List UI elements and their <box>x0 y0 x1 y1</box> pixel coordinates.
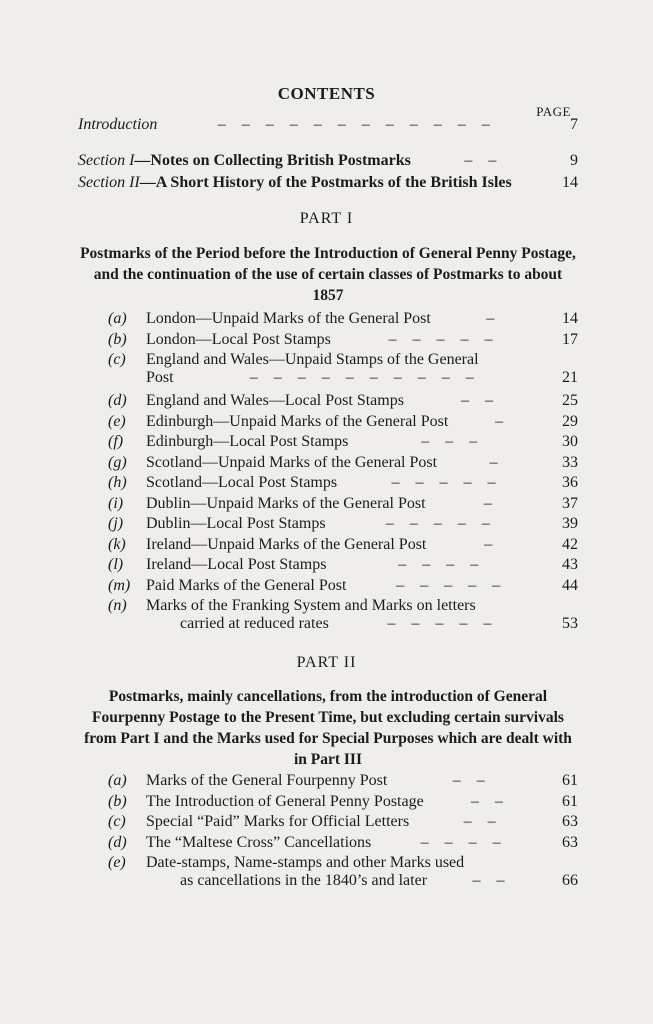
section-title: Notes on Collecting British Postmarks <box>150 152 411 169</box>
part-1-description: Postmarks of the Period before the Introduction of General Penny Postage, and the continuation of the use of certain classes of Postmarks to about 1857 <box>80 245 576 304</box>
part-2-heading: PART II <box>296 654 357 671</box>
entry-leader: – <box>483 494 498 512</box>
entry-leader: – – – – – <box>387 615 498 632</box>
entry-key: (g) <box>108 453 127 471</box>
entry-row <box>108 331 578 349</box>
toc-entry <box>108 556 578 574</box>
entry-row <box>108 615 578 633</box>
entry-first-line <box>108 597 578 615</box>
entry-leader: – – – – – <box>388 330 499 348</box>
toc-entry <box>108 597 578 633</box>
part-2-description: Postmarks, mainly cancellations, from the introduction of General Fourpenny Postage to the Present Time, but excluding certain survivals from Part I and the Marks used for Special Purposes which are dealt with in Part III <box>84 688 572 768</box>
page-column-label: PAGE <box>536 104 571 119</box>
toc-entry-introduction <box>78 116 578 134</box>
entry-label: England and Wales—Local Post Stamps <box>146 392 404 409</box>
entry-label: Scotland—Local Post Stamps <box>146 474 338 491</box>
entry-key: (d) <box>108 833 127 851</box>
toc-entry <box>108 536 578 554</box>
entry-row <box>108 813 578 831</box>
entry-label: Ireland—Local Post Stamps <box>146 556 327 573</box>
entry-first-line <box>108 351 578 369</box>
entry-leader: – – <box>460 392 499 409</box>
entry-page: 43 <box>562 556 578 573</box>
contents-title: CONTENTS <box>277 84 376 103</box>
entry-page: 21 <box>562 369 578 386</box>
entry-leader: – <box>486 310 501 327</box>
entry-key: (c) <box>108 351 126 368</box>
entry-page: 25 <box>562 392 578 409</box>
entry-row <box>108 495 578 513</box>
entry-label: Dublin—Local Post Stamps <box>146 515 326 532</box>
entry-key: (b) <box>108 792 127 810</box>
entry-leader: – – – <box>421 433 484 450</box>
entry-page: 37 <box>562 494 578 512</box>
toc-entry-section-1 <box>78 152 578 170</box>
toc-entry <box>108 854 578 890</box>
entry-page: 39 <box>562 515 578 532</box>
toc-entry <box>108 331 578 349</box>
entry-leader: – – – – – <box>391 474 502 491</box>
entry-label: Dublin—Unpaid Marks of the General Post <box>146 494 426 512</box>
entry-key: (j) <box>108 515 124 532</box>
entry-label: London—Unpaid Marks of the General Post <box>146 310 431 327</box>
entry-key: (f) <box>108 433 124 450</box>
toc-entry <box>108 351 578 387</box>
entry-label: Special “Paid” Marks for Official Letters <box>146 813 410 831</box>
section-name: Section II <box>78 174 140 191</box>
entry-page: 53 <box>562 615 578 632</box>
toc-entry <box>108 515 578 533</box>
entry-first-line <box>108 854 578 872</box>
entry-leader: – – <box>470 792 509 810</box>
entry-label: Section I—Notes on Collecting British Postmarks <box>78 152 411 169</box>
entry-leader: – – – – – – – – – – – – <box>217 116 496 133</box>
entry-leader: – – <box>463 813 502 831</box>
entry-leader: – – – – <box>420 833 507 851</box>
entry-leader: – – – – <box>398 556 485 573</box>
entry-row <box>108 310 578 328</box>
toc-entry <box>108 413 578 431</box>
entry-label: England and Wales—Unpaid Stamps of the General <box>146 351 479 368</box>
entry-label: Section II—A Short History of the Postmarks of the British Isles <box>78 174 512 191</box>
entry-page: 14 <box>562 310 578 327</box>
entry-key: (e) <box>108 854 126 872</box>
entry-key: (k) <box>108 535 126 553</box>
entry-label: The Introduction of General Penny Postage <box>146 792 424 810</box>
toc-entry-section-2 <box>78 174 578 192</box>
entry-page: 44 <box>562 576 578 594</box>
entry-key: (m) <box>108 576 131 594</box>
toc-entry <box>108 577 578 595</box>
entry-key: (a) <box>108 310 127 327</box>
entry-row <box>108 474 578 492</box>
entry-row <box>108 556 578 574</box>
entry-continuation: carried at reduced rates <box>180 615 329 632</box>
toc-entry <box>108 433 578 451</box>
entry-page: 33 <box>562 453 578 471</box>
entry-leader: – – <box>464 152 503 169</box>
entry-page: 14 <box>562 174 578 191</box>
entry-page: 61 <box>562 772 578 789</box>
toc-entry <box>108 772 578 790</box>
entry-label: Marks of the Franking System and Marks on letters <box>146 597 476 614</box>
entry-label: Ireland—Unpaid Marks of the General Post <box>146 535 427 553</box>
entry-label: Introduction <box>78 116 158 133</box>
entry-label: London—Local Post Stamps <box>146 330 331 348</box>
entry-label: Scotland—Unpaid Marks of the General Post <box>146 453 438 471</box>
entry-row <box>108 872 578 890</box>
entry-label: Edinburgh—Local Post Stamps <box>146 433 349 450</box>
entry-label: Edinburgh—Unpaid Marks of the General Post <box>146 412 449 430</box>
entry-row <box>108 454 578 472</box>
entry-row <box>108 834 578 852</box>
toc-entry <box>108 474 578 492</box>
entry-leader: – – – – – <box>396 576 507 594</box>
entry-row <box>108 536 578 554</box>
entry-key: (d) <box>108 392 127 409</box>
toc-entry <box>108 495 578 513</box>
entry-row <box>108 577 578 595</box>
entry-continuation: as cancellations in the 1840’s and later <box>180 872 428 890</box>
entry-page: 30 <box>562 433 578 450</box>
entry-label: Date-stamps, Name-stamps and other Marks used <box>146 854 465 872</box>
entry-row <box>108 793 578 811</box>
entry-key: (a) <box>108 772 127 789</box>
toc-entry <box>108 834 578 852</box>
entry-leader: – – <box>452 772 491 789</box>
entry-row <box>108 413 578 431</box>
entry-leader: – <box>489 453 504 471</box>
toc-entry <box>108 392 578 410</box>
entry-page: 29 <box>562 412 578 430</box>
entry-page: 63 <box>562 833 578 851</box>
entry-page: 63 <box>562 813 578 831</box>
part-1-heading: PART I <box>299 210 354 227</box>
entry-leader: – <box>484 535 499 553</box>
entry-leader: – <box>495 412 510 430</box>
entry-row <box>108 515 578 533</box>
entry-page: 9 <box>570 152 578 169</box>
entry-label: Marks of the General Fourpenny Post <box>146 772 388 789</box>
entry-row <box>108 369 578 387</box>
entry-page: 61 <box>562 792 578 810</box>
entry-label: The “Maltese Cross” Cancellations <box>146 833 372 851</box>
entry-page: 66 <box>562 872 578 890</box>
entry-row <box>108 392 578 410</box>
entry-leader: – – <box>472 872 511 890</box>
entry-page: 42 <box>562 535 578 553</box>
entry-page: 7 <box>570 116 578 133</box>
entry-row <box>108 433 578 451</box>
entry-page: 17 <box>562 330 578 348</box>
section-title: A Short History of the Postmarks of the British Isles <box>155 174 512 191</box>
entry-key: (e) <box>108 412 126 430</box>
entry-label: Paid Marks of the General Post <box>146 576 347 594</box>
entry-page: 36 <box>562 474 578 491</box>
entry-row <box>108 772 578 790</box>
entry-key: (n) <box>108 597 127 614</box>
section-name: Section I <box>78 152 135 169</box>
entry-key: (l) <box>108 556 124 573</box>
entry-continuation: Post <box>146 369 174 386</box>
toc-entry <box>108 793 578 811</box>
entry-key: (c) <box>108 813 126 831</box>
entry-key: (i) <box>108 494 124 512</box>
entry-leader: – – – – – <box>385 515 496 532</box>
entry-key: (h) <box>108 474 127 491</box>
entry-key: (b) <box>108 330 127 348</box>
toc-entry <box>108 310 578 328</box>
toc-entry <box>108 813 578 831</box>
toc-entry <box>108 454 578 472</box>
entry-leader: – – – – – – – – – – <box>249 369 480 386</box>
